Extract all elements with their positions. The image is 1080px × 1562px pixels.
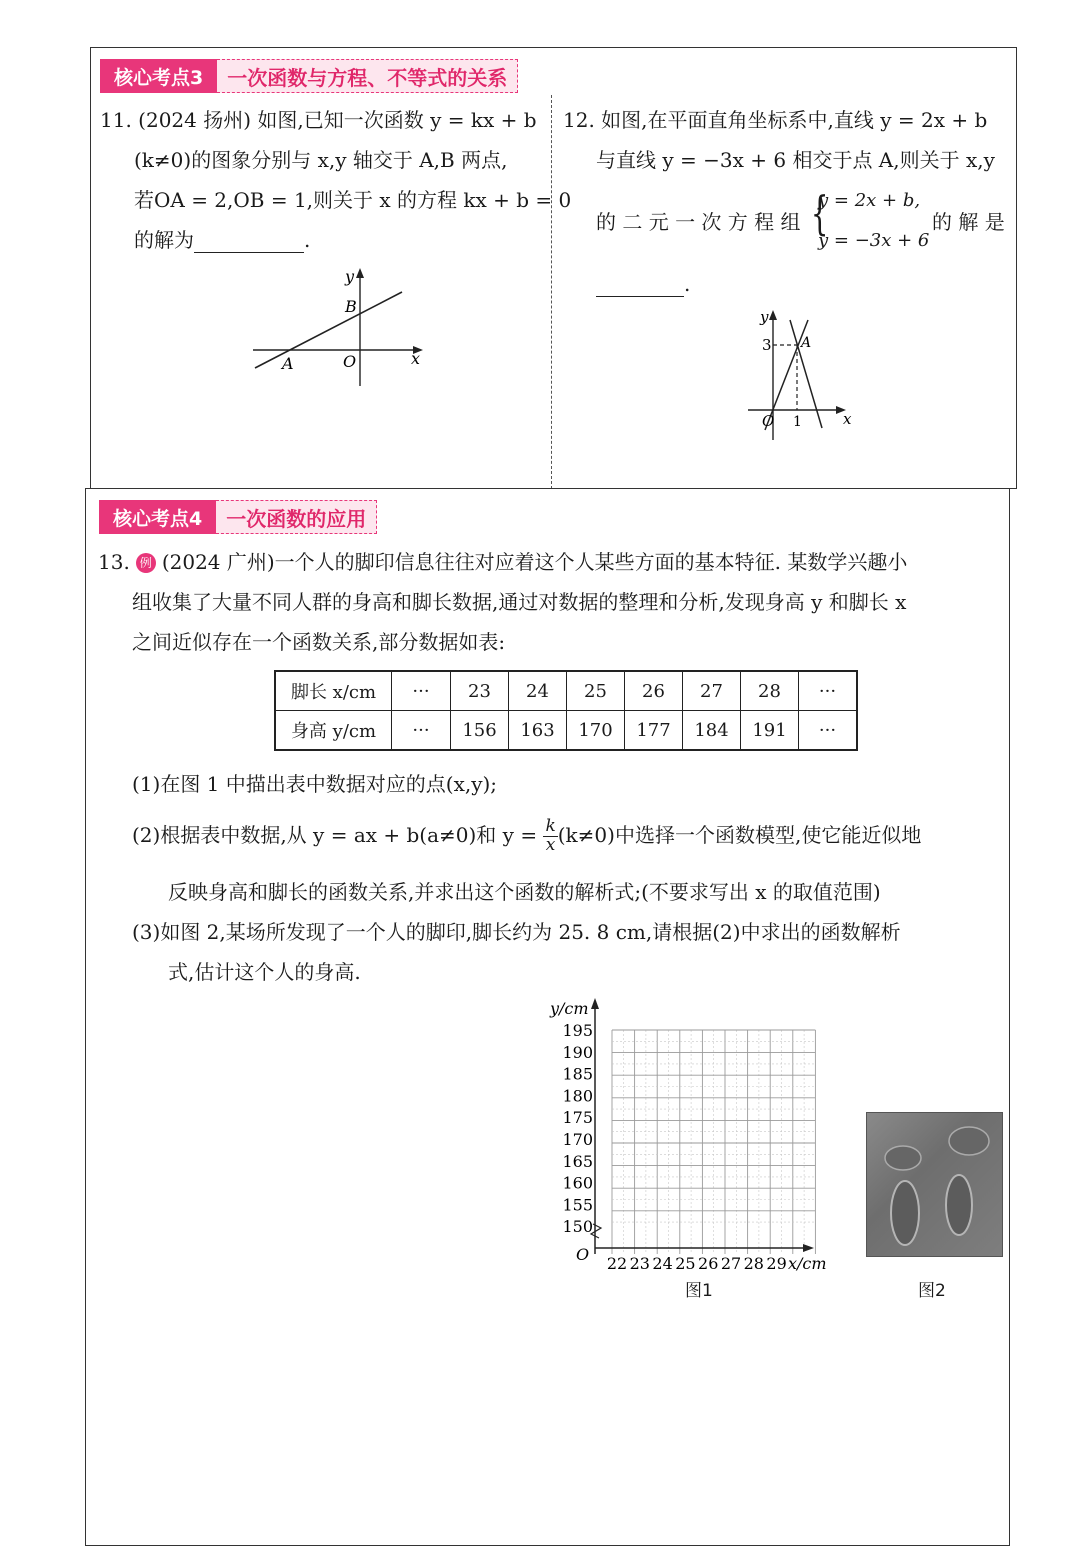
q11-line2: (k≠0)的图象分别与 x,y 轴交于 A,B 两点, (134, 148, 508, 172)
q11-y-arrow (356, 268, 364, 278)
right-toes (949, 1127, 989, 1155)
fig1-y-tick-label: 160 (562, 1173, 593, 1193)
fig1-y-tick-label: 170 (562, 1130, 593, 1149)
q11-line4 (134, 228, 310, 253)
table-cell: ··· (799, 711, 858, 751)
section-4-number: 核心考点4 (99, 500, 216, 534)
q12-graph (740, 302, 870, 442)
fig1-y-tick-label: 150 (562, 1217, 593, 1237)
q13-part2 (132, 812, 921, 858)
figure-2-caption: 图2 (918, 1281, 946, 1301)
q11-answer-blank (194, 228, 304, 253)
q12-x-label: x (843, 410, 852, 428)
fig1-x-tick-label: 29 (766, 1254, 787, 1272)
fig1-y-tick-label: 165 (562, 1151, 593, 1171)
fig1-origin-label: O (576, 1245, 590, 1264)
q11-line1: 11. (2024 扬州) 如图,已知一次函数 y = kx + b (100, 108, 537, 132)
table-row-foot-length (275, 671, 857, 711)
section-3-number: 核心考点3 (100, 59, 217, 93)
q11-line3: 若OA = 2,OB = 1,则关于 x 的方程 kx + b = 0 (134, 188, 572, 212)
table-cell: 170 (567, 711, 625, 751)
fig1-y-axis-label: y/cm (550, 999, 589, 1018)
table-cell: ··· (392, 671, 451, 711)
q12-line3-post: 的 解 是 (932, 210, 1005, 234)
q12-y-label: y (760, 308, 769, 326)
section-4-title: 一次函数的应用 (216, 500, 377, 534)
fig1-x-tick-label: 28 (743, 1254, 764, 1272)
q11-line4-text: 的解为 (134, 228, 194, 252)
table-cell: 28 (741, 671, 799, 711)
q12-tick-3: 3 (762, 336, 772, 354)
q13-part3-line1: (3)如图 2,某场所发现了一个人的脚印,脚长约为 25. 8 cm,请根据(2)中求出的函数解析 (132, 920, 901, 944)
q13-k-over-x (543, 818, 557, 855)
q12-equation-brace: { (810, 186, 829, 240)
q12-y-arrow (769, 310, 777, 320)
q12-line2: 与直线 y = −3x + 6 相交于点 A,则关于 x,y (596, 148, 995, 172)
q13-example-badge: 例 (136, 553, 156, 573)
q12-O-label: O (762, 412, 775, 430)
section-3-tag (100, 59, 518, 93)
q13-part2-pre: (2)根据表中数据,从 y = ax + b(a≠0)和 y = (132, 823, 538, 847)
fig1-x-tick-label: 26 (698, 1254, 719, 1272)
frac-denominator: x (545, 835, 556, 855)
fig1-y-tick-label: 180 (562, 1086, 593, 1106)
q13-line1-text: (2024 广州)一个人的脚印信息往往对应着这个人某些方面的基本特征. 某数学兴趣小 (161, 550, 908, 574)
q12-tick-1: 1 (793, 414, 802, 430)
q12-line4 (596, 272, 690, 297)
q13-part1: (1)在图 1 中描出表中数据对应的点(x,y); (132, 772, 498, 796)
fig1-y-tick-label: 185 (562, 1064, 593, 1084)
q12-line1: 12. 如图,在平面直角坐标系中,直线 y = 2x + b (563, 108, 988, 132)
fig1-y-tick-label: 190 (562, 1042, 593, 1062)
section-4-tag (99, 500, 377, 534)
table-row-height (275, 711, 857, 751)
q11-x-label: x (411, 349, 421, 368)
q12-answer-blank (596, 272, 684, 297)
q13-part3-line2: 式,估计这个人的身高. (168, 960, 361, 984)
q11-y-label: y (345, 267, 355, 286)
section-3-title: 一次函数与方程、不等式的关系 (217, 59, 518, 93)
table-cell: ··· (799, 671, 858, 711)
table-cell: 191 (741, 711, 799, 751)
table-cell: 156 (451, 711, 509, 751)
right-footprint (946, 1175, 972, 1235)
fig1-x-tick-label: 22 (606, 1254, 628, 1272)
fig1-x-tick-label: 23 (629, 1254, 650, 1272)
table-cell: 24 (509, 671, 567, 711)
q11-B-label: B (345, 297, 357, 316)
fig1-x-tick-label: 27 (720, 1254, 742, 1272)
q12-eq1: y = 2x + b, (818, 190, 921, 211)
table-cell: 163 (509, 711, 567, 751)
q12-eq2: y = −3x + 6 (818, 230, 930, 251)
fig1-y-tick-label: 195 (562, 1021, 593, 1040)
q13-line2: 组收集了大量不同人群的身高和脚长数据,通过对数据的整理和分析,发现身高 y 和脚长 x (132, 590, 907, 614)
fig1-x-axis-label: x/cm (788, 1254, 827, 1272)
q13-line1 (98, 550, 907, 574)
table-cell: 23 (451, 671, 509, 711)
left-footprint (891, 1181, 919, 1245)
left-toes (885, 1146, 921, 1170)
q13-number: 13. (98, 550, 130, 574)
q11-graph (245, 262, 435, 392)
q11-A-label: A (282, 354, 294, 373)
fig1-x-tick-label: 25 (675, 1254, 696, 1272)
q11-function-line (255, 292, 402, 368)
table-cell: 25 (567, 671, 625, 711)
table-head-height: 身高 y/cm (275, 711, 392, 751)
q12-A-label: A (801, 335, 812, 351)
figure-1-grid (540, 992, 840, 1272)
q12-line3-pre: 的 二 元 一 次 方 程 组 (596, 210, 801, 234)
q13-part2-post: (k≠0)中选择一个函数模型,使它能近似地 (557, 823, 922, 847)
foot-height-table (274, 670, 858, 751)
table-head-foot: 脚长 x/cm (275, 671, 392, 711)
footprint-illustration (867, 1113, 1002, 1256)
fig1-x-tick-label: 24 (652, 1254, 673, 1272)
q13-part2-line2: 反映身高和脚长的函数关系,并求出这个函数的解析式;(不要求写出 x 的取值范围) (168, 880, 881, 904)
q11-line4-end: . (304, 228, 311, 252)
table-cell: 26 (625, 671, 683, 711)
table-cell: ··· (392, 711, 451, 751)
column-divider (551, 95, 552, 489)
q12-line4-end: . (684, 272, 691, 296)
frac-numerator: k (545, 816, 556, 837)
fig1-y-tick-label: 155 (562, 1195, 593, 1215)
fig1-x-arrow (803, 1244, 814, 1252)
fig1-y-arrow (591, 998, 599, 1009)
table-cell: 184 (683, 711, 741, 751)
q11-O-label: O (343, 352, 357, 371)
figure-1-caption: 图1 (685, 1281, 713, 1301)
table-cell: 27 (683, 671, 741, 711)
fig1-y-tick-label: 175 (562, 1108, 593, 1128)
table-cell: 177 (625, 711, 683, 751)
q13-line3: 之间近似存在一个函数关系,部分数据如表: (132, 630, 506, 654)
figure-2-footprint-photo (866, 1112, 1003, 1257)
